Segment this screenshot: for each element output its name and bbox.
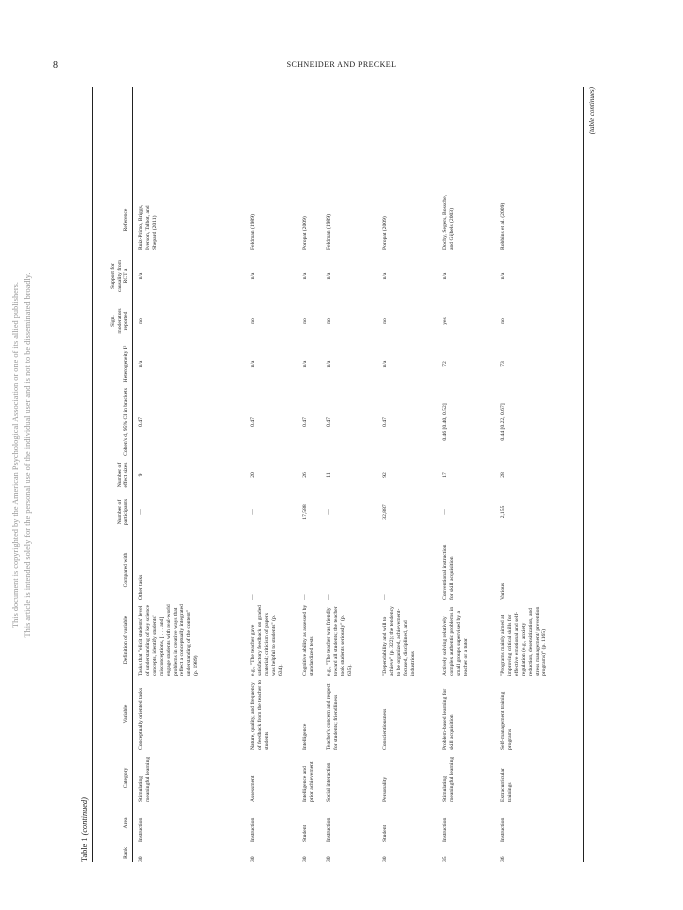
- header-rule: [132, 87, 133, 862]
- cell-effect-sizes: 92: [382, 472, 388, 478]
- column-header-moderators: Sign. moderators reported: [110, 308, 130, 334]
- cell-effect-sizes: 17: [442, 472, 448, 478]
- running-head: SCHNEIDER AND PRECKEL: [286, 60, 397, 69]
- cell-definition: Cognitive ability as assessed by standardized tests: [302, 604, 315, 676]
- cell-reference: Ruiz-Primo, Briggs, Iverson, Talbot, and Shepard (2011): [138, 204, 158, 250]
- cell-variable: Conceptually oriented tasks: [138, 687, 144, 750]
- cell-moderators: no: [326, 318, 332, 324]
- column-header-reference: Reference: [123, 208, 130, 232]
- cell-compared-with: —: [302, 594, 308, 600]
- cell-moderators: yes: [442, 317, 448, 325]
- cell-definition: Actively solving relatively complex authentic problems in small groups supervised by a teacher or a tutor: [442, 606, 469, 676]
- cell-definition: e.g., "The teacher was friendly toward all students; the teacher took students seriously" (p. 635).: [326, 606, 353, 676]
- cell-heterogeneity: n/a: [138, 360, 144, 368]
- copyright-watermark: [10, 175, 34, 735]
- cell-heterogeneity: n/a: [302, 360, 308, 368]
- cell-area: Instruction: [250, 817, 256, 842]
- cell-moderators: no: [302, 318, 308, 324]
- cell-causality: n/a: [302, 272, 308, 280]
- cell-reference: Robbins et al. (2009): [500, 202, 506, 250]
- cell-compared-with: —: [326, 594, 332, 600]
- page-number: 8: [53, 60, 58, 71]
- cell-rank: 30: [382, 856, 388, 862]
- cell-causality: n/a: [250, 272, 256, 280]
- cell-heterogeneity: n/a: [250, 360, 256, 368]
- cell-compared-with: Conventional instruction for skill acquisition: [442, 544, 455, 600]
- cell-category: Personality: [382, 776, 388, 802]
- table-continued-label: (continued): [80, 797, 89, 836]
- cell-cohens-d: 0.44 [0.22, 0.67]: [500, 403, 506, 441]
- cell-compared-with: Other tasks: [138, 574, 144, 600]
- cell-moderators: no: [500, 318, 506, 324]
- cell-reference: Feldman (1989): [326, 214, 332, 250]
- cell-area: Student: [302, 824, 308, 842]
- cell-rank: 36: [500, 856, 506, 862]
- cell-moderators: no: [250, 318, 256, 324]
- cell-effect-sizes: 20: [250, 472, 256, 478]
- column-header-causality: Support for causality from RCT a: [110, 259, 130, 293]
- cell-heterogeneity: n/a: [382, 360, 388, 368]
- cell-category: Social interaction: [326, 762, 332, 802]
- cell-area: Instruction: [500, 817, 506, 842]
- cell-variable: Conscientiousness: [382, 708, 388, 750]
- cell-cohens-d: 0.47: [302, 417, 308, 427]
- column-header-compared-with: Compared with: [123, 552, 130, 588]
- cell-category: Stimulating meaningful learning: [442, 756, 455, 802]
- top-rule: [92, 87, 93, 862]
- cell-heterogeneity: 72: [442, 361, 448, 367]
- cell-reference: Poropat (2009): [382, 216, 388, 250]
- watermark-line-1: This document is copyrighted by the American Psychological Association or one of its allied publishers.: [11, 282, 20, 628]
- watermark-line-2: This article is intended solely for the personal use of the individual user and is not to be disseminated broadly.: [23, 272, 32, 638]
- cell-category: Intelligence and prior achievement: [302, 761, 315, 802]
- cell-moderators: no: [138, 318, 144, 324]
- cell-category: Assessment: [250, 775, 256, 802]
- cell-reference: Dochy, Segers, Bossche, and Gijbels (2003): [442, 194, 455, 250]
- column-header-participants: Number of participants: [116, 498, 130, 526]
- cell-area: Instruction: [326, 817, 332, 842]
- cell-causality: n/a: [382, 272, 388, 280]
- cell-effect-sizes: 9: [138, 473, 144, 477]
- column-header-cohens-d: Cohen's d, 95% CI in brackets: [123, 388, 130, 456]
- cell-category: Extracurricular trainings: [500, 768, 513, 802]
- table-continues-note: (table continues): [588, 87, 596, 135]
- column-header-heterogeneity: Heterogeneity I²: [123, 345, 130, 383]
- cell-cohens-d: 0.47: [250, 417, 256, 427]
- cell-heterogeneity: 73: [500, 361, 506, 367]
- cell-participants: —: [326, 509, 332, 515]
- table-label: Table 1: [80, 837, 89, 862]
- column-header-area: Area: [123, 817, 130, 829]
- cell-area: Instruction: [138, 817, 144, 842]
- column-header-definition: Definition of variable: [123, 615, 130, 665]
- cell-definition: "Dependability and will to achieve" (p. 322); the tendency to be organized, achievement-focused, disciplined, and industrious: [382, 606, 416, 676]
- cell-cohens-d: 0.47: [138, 417, 144, 427]
- bottom-rule: [583, 87, 584, 862]
- cell-variable: Problem-based learning for skill acquisition: [442, 688, 455, 750]
- cell-causality: n/a: [442, 272, 448, 280]
- cell-cohens-d: 0.47: [326, 417, 332, 427]
- cell-participants: —: [138, 509, 144, 515]
- cell-area: Instruction: [442, 817, 448, 842]
- cell-effect-sizes: 26: [302, 472, 308, 478]
- cell-variable: Self-management training programs: [500, 691, 513, 750]
- cell-rank: 30: [250, 856, 256, 862]
- cell-cohens-d: 0.46 [0.40, 0.52]: [442, 403, 448, 441]
- cell-rank: 30: [326, 856, 332, 862]
- cell-definition: e.g., "The teacher gave satisfactory feedback on graded material; criticism of papers was helpful to students" (p. 634).: [250, 605, 284, 676]
- cell-participants: —: [250, 509, 256, 515]
- cell-cohens-d: 0.47: [382, 417, 388, 427]
- cell-causality: n/a: [500, 272, 506, 280]
- cell-reference: Poropat (2009): [302, 216, 308, 250]
- cell-moderators: no: [382, 318, 388, 324]
- cell-effect-sizes: 28: [500, 472, 506, 478]
- cell-rank: 30: [302, 856, 308, 862]
- cell-participants: 32,887: [382, 504, 388, 520]
- table-title: [80, 797, 89, 862]
- cell-variable: Teacher's concern and respect for students; friendliness: [326, 683, 339, 750]
- cell-causality: n/a: [326, 272, 332, 280]
- cell-rank: 35: [442, 856, 448, 862]
- column-header-variable: Variable: [123, 704, 130, 724]
- column-header-category: Category: [123, 767, 130, 789]
- cell-participants: 2,155: [500, 505, 506, 519]
- column-header-rank: Rank: [123, 847, 130, 859]
- column-header-effect-sizes: Number of effect sizes: [116, 462, 130, 488]
- cell-reference: Feldman (1989): [250, 214, 256, 250]
- cell-heterogeneity: n/a: [326, 360, 332, 368]
- cell-definition: "Programs mainly aimed at improving critical skills for effective emotional and self-regulation (e.g., anxiety reduction, desensitization, and stress management/ prevention programs)" (p. 1165): [500, 606, 548, 676]
- cell-compared-with: Various: [500, 582, 506, 600]
- cell-definition: Tasks that "elicit students' level of understanding of key science concepts, identify students' misconceptions, [ . . . and] engage students with real-world problems in creative ways that reflect a conceptually integrated understanding of the content" (p. 1989): [138, 604, 200, 676]
- cell-compared-with: —: [250, 594, 256, 600]
- cell-compared-with: —: [382, 594, 388, 600]
- cell-rank: 30: [138, 856, 144, 862]
- rotated-table-page: [80, 87, 602, 862]
- cell-effect-sizes: 11: [326, 472, 332, 478]
- cell-area: Student: [382, 824, 388, 842]
- cell-variable: Nature, quality, and frequency of feedback from the teacher to students: [250, 679, 270, 750]
- cell-participants: 17,588: [302, 504, 308, 520]
- cell-category: Stimulating meaningful learning: [138, 756, 151, 802]
- cell-variable: Intelligence: [302, 723, 308, 750]
- cell-causality: n/a: [138, 272, 144, 280]
- cell-participants: —: [442, 509, 448, 515]
